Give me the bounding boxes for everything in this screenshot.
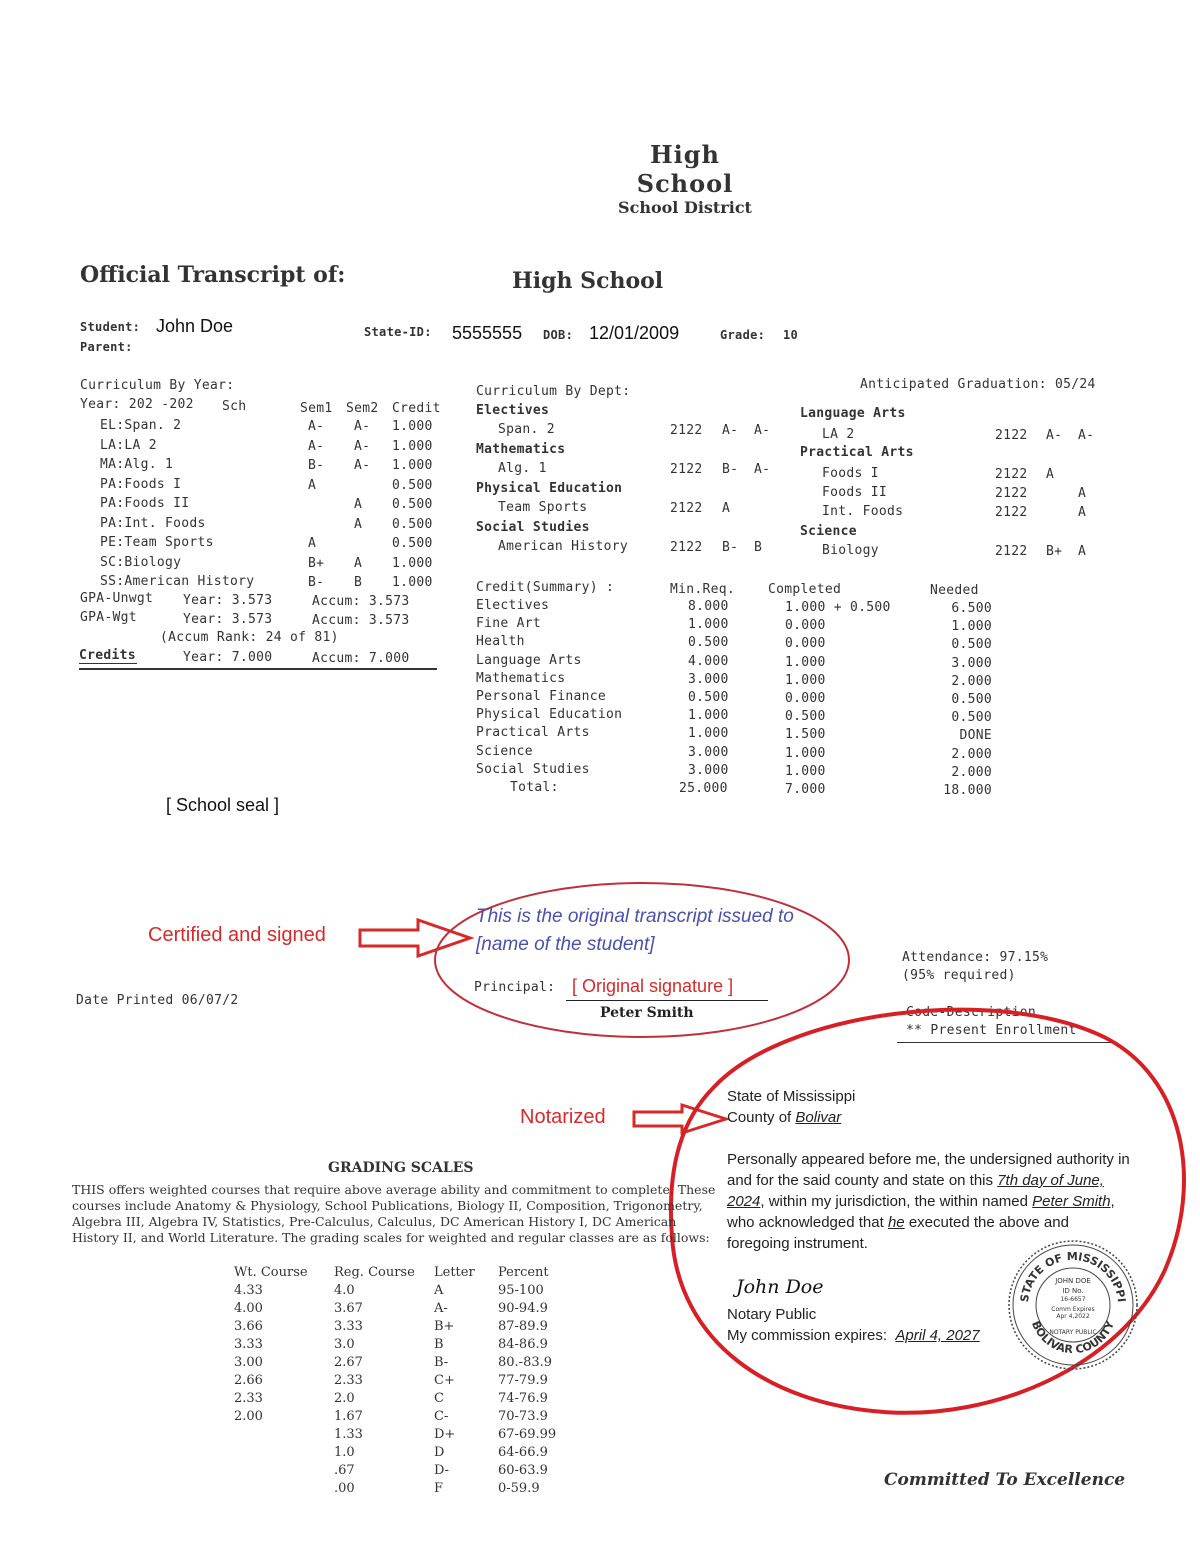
grade-value: 10 bbox=[783, 328, 799, 342]
year-row-course: LA:LA 2 bbox=[100, 437, 157, 453]
stamp-ring-top: STATE OF MISSISSIPPI bbox=[1017, 1249, 1128, 1303]
dept-heading: Physical Education bbox=[476, 481, 623, 496]
scale-letter: C bbox=[434, 1391, 444, 1406]
summary-row-name: Mathematics bbox=[476, 670, 566, 686]
grading-scales-table bbox=[234, 1264, 578, 1498]
summary-row-name: Electives bbox=[476, 598, 550, 613]
summary-row-name: Science bbox=[476, 743, 533, 759]
scale-letter: B+ bbox=[434, 1319, 455, 1334]
year-row-sem1: B- bbox=[308, 575, 325, 590]
gpa-wgt-accum: Accum: 3.573 bbox=[312, 613, 410, 628]
scale-letter: A- bbox=[434, 1301, 448, 1316]
svg-text:BOLIVAR COUNTY bbox=[1029, 1318, 1117, 1356]
grading-scale-row bbox=[234, 1462, 578, 1480]
date-printed: Date Printed 06/07/2 bbox=[76, 993, 239, 1008]
summary-row-min: 1.000 bbox=[688, 708, 729, 724]
year-row-sem2: A bbox=[354, 497, 363, 512]
dept-grade-2: A- bbox=[754, 423, 771, 438]
present-enrollment: ** Present Enrollment bbox=[906, 1023, 1077, 1038]
scale-letter: B bbox=[434, 1337, 444, 1352]
accum-rank: (Accum Rank: 24 of 81) bbox=[160, 630, 339, 645]
scale-letter: C+ bbox=[434, 1373, 455, 1388]
transcript-school: High School bbox=[512, 268, 664, 294]
summary-row-needed: 0.500 bbox=[951, 692, 992, 707]
dept-term: 2122 bbox=[995, 428, 1028, 443]
dept-term: 2122 bbox=[995, 544, 1028, 559]
year-row-sem2: A- bbox=[354, 419, 371, 434]
notary-date-1: 7th day of June, bbox=[997, 1172, 1104, 1189]
notary-text-p2: and for the said county and state on this bbox=[727, 1172, 994, 1189]
attendance-required: (95% required) bbox=[902, 968, 1016, 983]
grade-label: Grade: bbox=[720, 328, 766, 342]
grading-scales-body bbox=[234, 1282, 578, 1498]
grading-scale-row bbox=[234, 1372, 578, 1390]
gpa-unwgt-year: Year: 3.573 bbox=[183, 593, 273, 608]
summary-row-needed: 3.000 bbox=[951, 655, 992, 671]
curriculum-dept-heading: Curriculum By Dept: bbox=[476, 384, 631, 399]
year-row-sem2: A bbox=[354, 555, 363, 571]
summary-row-min: 3.000 bbox=[688, 671, 729, 687]
grading-scales-paragraph: THIS offers weighted courses that require above average ability and commitment to complete. These courses include Anatomy & Physiology, School Publications, Biology II, Composition, Trigonometry, Algebra III, Algebra IV, Statistics, Pre-Calculus, Calculus, DC American History I, DC American History II, and World Literature. The grading scales for weighted and regular classes are as follows: bbox=[72, 1182, 716, 1245]
year-row-course: SS:American History bbox=[100, 574, 255, 589]
notary-text-line-2 bbox=[727, 1170, 1177, 1191]
scale-percent: 77-79.9 bbox=[498, 1373, 548, 1388]
year-row-credit: 0.500 bbox=[392, 536, 433, 551]
summary-row-needed: 1.000 bbox=[951, 619, 992, 635]
dept-course: Team Sports bbox=[498, 500, 588, 515]
dept-grade-2: A bbox=[1078, 486, 1087, 501]
grading-scale-row bbox=[234, 1426, 578, 1444]
scale-reg-course: .00 bbox=[334, 1481, 355, 1496]
dept-grade-1: A bbox=[722, 501, 731, 516]
dept-heading: Language Arts bbox=[800, 406, 906, 421]
summary-row-min: 4.000 bbox=[688, 653, 729, 669]
state-id-label: State-ID: bbox=[364, 325, 432, 339]
summary-row-needed: 0.500 bbox=[951, 710, 992, 726]
grading-scales-header bbox=[234, 1264, 578, 1282]
notary-date-2: 2024 bbox=[727, 1193, 761, 1210]
year-row-sem2: A- bbox=[354, 438, 371, 454]
credits-underline bbox=[79, 663, 137, 664]
scale-percent: 80.-83.9 bbox=[498, 1355, 553, 1370]
scale-wt-course: 2.66 bbox=[234, 1373, 263, 1388]
year-row-course: PE:Team Sports bbox=[100, 535, 214, 550]
notary-title: Notary Public bbox=[727, 1306, 817, 1323]
year-row-course: SC:Biology bbox=[100, 554, 182, 570]
gpa-wgt-label: GPA-Wgt bbox=[80, 610, 137, 625]
certification-line-1: This is the original transcript issued to bbox=[476, 906, 794, 927]
summary-row-needed: 2.000 bbox=[951, 764, 992, 780]
scale-percent: 0-59.9 bbox=[498, 1481, 540, 1496]
gpa-wgt-year: Year: 3.573 bbox=[183, 612, 273, 627]
dept-grade-1: A- bbox=[722, 423, 739, 438]
scale-reg-course: .67 bbox=[334, 1463, 355, 1478]
anticipated-graduation: Anticipated Graduation: 05/24 bbox=[860, 377, 1096, 392]
scale-wt-course: 4.00 bbox=[234, 1301, 263, 1316]
stamp-comm-date: Apr 4,2022 bbox=[1056, 1313, 1090, 1320]
summary-row-min: 0.500 bbox=[688, 690, 729, 705]
year-row-sem2: A bbox=[354, 516, 363, 532]
col-wt-course: Wt. Course bbox=[234, 1265, 308, 1280]
notary-text-p5: executed the above and bbox=[908, 1214, 1069, 1231]
student-name: John Doe bbox=[156, 316, 234, 336]
district-name: School District bbox=[618, 198, 752, 217]
notary-text-line-3: 2024, within my jurisdiction, the within named Peter Smith, bbox=[727, 1193, 1115, 1210]
dept-grade-1: B- bbox=[722, 462, 739, 477]
scale-wt-course bbox=[234, 1444, 334, 1462]
summary-row-completed: 1.000 bbox=[785, 654, 826, 670]
year-row-credit: 1.000 bbox=[392, 555, 433, 571]
summary-row-min: 1.000 bbox=[688, 617, 729, 633]
scale-wt-course bbox=[234, 1480, 334, 1498]
col-min-req: Min.Req. bbox=[670, 582, 736, 597]
summary-row-min: 1.000 bbox=[688, 726, 729, 742]
scale-percent: 87-89.9 bbox=[498, 1319, 548, 1334]
scale-percent: 90-94.9 bbox=[498, 1301, 548, 1316]
summary-row-name: Physical Education bbox=[476, 707, 623, 723]
signature-placeholder: [ Original signature ] bbox=[572, 976, 734, 996]
dept-grade-1: B- bbox=[722, 540, 739, 555]
col-sem1: Sem1 bbox=[300, 401, 333, 416]
summary-row-completed: 0.000 bbox=[785, 691, 826, 706]
scale-wt-course: 3.00 bbox=[234, 1355, 263, 1370]
stamp-comm: Comm Expires bbox=[1051, 1306, 1095, 1313]
curriculum-year-heading: Curriculum By Year: bbox=[80, 378, 235, 393]
summary-row-name: Fine Art bbox=[476, 616, 542, 632]
summary-row-needed: 0.500 bbox=[951, 637, 992, 653]
col-letter: Letter bbox=[434, 1265, 475, 1280]
credit-summary-heading: Credit(Summary) : bbox=[476, 580, 615, 595]
dept-course: Alg. 1 bbox=[498, 461, 547, 476]
notary-block bbox=[727, 1086, 1177, 1254]
notary-text-line-5: foregoing instrument. bbox=[727, 1235, 868, 1252]
scale-letter: C- bbox=[434, 1409, 449, 1424]
summary-row-completed: 1.000 bbox=[785, 745, 826, 761]
state-id-value: 5555555 bbox=[452, 323, 523, 343]
credits-rule bbox=[79, 668, 437, 670]
dept-grade-2: B bbox=[754, 540, 763, 555]
dept-course: LA 2 bbox=[822, 427, 855, 442]
col-needed: Needed bbox=[930, 583, 979, 598]
scale-percent: 64-66.9 bbox=[498, 1445, 548, 1460]
dept-course: Foods II bbox=[822, 485, 888, 500]
scale-letter: D bbox=[434, 1445, 445, 1460]
year-row-course: PA:Foods I bbox=[100, 476, 182, 492]
summary-row-name: Social Studies bbox=[476, 761, 590, 777]
summary-row-min: 25.000 bbox=[679, 781, 728, 796]
scale-reg-course: 2.33 bbox=[334, 1373, 363, 1388]
transcript-title: Official Transcript of: bbox=[80, 262, 346, 288]
dept-heading: Electives bbox=[476, 403, 550, 418]
scale-percent: 95-100 bbox=[498, 1283, 544, 1298]
dept-grade-2: A- bbox=[754, 462, 771, 477]
school-seal-placeholder: [ School seal ] bbox=[166, 795, 280, 815]
summary-row-completed: 1.500 bbox=[785, 727, 826, 743]
year-row-credit: 0.500 bbox=[392, 477, 433, 493]
summary-row-needed: 2.000 bbox=[951, 746, 992, 762]
summary-row-min: 0.500 bbox=[688, 635, 729, 651]
summary-row-name: Total: bbox=[510, 780, 559, 795]
scale-reg-course: 3.33 bbox=[334, 1319, 363, 1334]
notary-text-line-4 bbox=[727, 1212, 1177, 1233]
notary-county-label: County of bbox=[727, 1109, 792, 1126]
scale-letter: D+ bbox=[434, 1427, 456, 1442]
col-sch: Sch bbox=[222, 399, 247, 414]
principal-label: Principal: bbox=[474, 980, 556, 995]
summary-row-name: Practical Arts bbox=[476, 725, 590, 741]
commission-label: My commission expires: bbox=[727, 1327, 888, 1344]
scale-reg-course: 2.0 bbox=[334, 1391, 355, 1406]
dept-course: Span. 2 bbox=[498, 422, 555, 437]
stamp-id-number: 16-6657 bbox=[1060, 1296, 1086, 1303]
notary-text-line-1: Personally appeared before me, the undersigned authority in bbox=[727, 1151, 1130, 1168]
grading-scale-row bbox=[234, 1282, 578, 1300]
scale-wt-course: 2.33 bbox=[234, 1391, 263, 1406]
scale-reg-course: 4.0 bbox=[334, 1283, 355, 1298]
school-header bbox=[600, 140, 770, 217]
summary-row-min: 3.000 bbox=[688, 762, 729, 778]
col-completed: Completed bbox=[768, 582, 842, 597]
attendance: Attendance: 97.15% bbox=[902, 950, 1049, 965]
principal-name: Peter Smith bbox=[600, 1005, 694, 1021]
notary-stamp bbox=[1006, 1238, 1140, 1372]
scale-percent: 60-63.9 bbox=[498, 1463, 548, 1478]
grading-scales-title: GRADING SCALES bbox=[328, 1160, 474, 1176]
year-row-sem1: A bbox=[308, 536, 317, 551]
col-sem2: Sem2 bbox=[346, 401, 379, 416]
credits-label: Credits bbox=[79, 648, 136, 663]
summary-row-needed: 18.000 bbox=[943, 783, 992, 798]
summary-row-completed: 0.000 bbox=[785, 618, 826, 634]
dept-grade-2: A- bbox=[1078, 428, 1095, 443]
stamp-name: JOHN DOE bbox=[1055, 1277, 1091, 1285]
dept-course: Foods I bbox=[822, 466, 879, 481]
summary-row-name: Personal Finance bbox=[476, 689, 607, 704]
dept-heading: Science bbox=[800, 524, 857, 539]
dept-grade-1: B+ bbox=[1046, 544, 1063, 559]
summary-row-needed: 6.500 bbox=[951, 601, 992, 616]
year-row-sem1: A bbox=[308, 477, 317, 493]
code-description: Code-Description bbox=[906, 1005, 1037, 1020]
year-row-sem2: B bbox=[354, 575, 363, 590]
student-label: Student: bbox=[80, 320, 141, 334]
notary-text-p3: , within my jurisdiction, the within named bbox=[760, 1193, 1028, 1210]
dept-heading: Social Studies bbox=[476, 520, 590, 535]
notary-named-person: Peter Smith bbox=[1032, 1193, 1111, 1210]
summary-row-completed: 7.000 bbox=[785, 782, 826, 797]
dept-grade-2: A bbox=[1078, 544, 1087, 559]
scale-reg-course: 1.33 bbox=[334, 1427, 363, 1442]
year-row-credit: 1.000 bbox=[392, 458, 433, 473]
stamp-ring-bottom: BOLIVAR COUNTY bbox=[1029, 1319, 1117, 1357]
year-row-sem1: B+ bbox=[308, 555, 325, 571]
year-row-sem2: A- bbox=[354, 458, 371, 473]
dept-term: 2122 bbox=[670, 423, 703, 438]
grading-scale-row bbox=[234, 1408, 578, 1426]
scale-wt-course bbox=[234, 1462, 334, 1480]
dept-term: 2122 bbox=[995, 467, 1028, 482]
notary-signature: John Doe bbox=[736, 1276, 824, 1298]
summary-row-needed: DONE bbox=[959, 728, 992, 744]
notary-text-p4: who acknowledged that bbox=[727, 1214, 884, 1231]
year-row-course: PA:Int. Foods bbox=[100, 515, 206, 531]
dept-term: 2122 bbox=[670, 462, 703, 477]
scale-reg-course: 3.0 bbox=[334, 1337, 355, 1352]
grading-scale-row bbox=[234, 1390, 578, 1408]
school-motto: Committed To Excellence bbox=[884, 1470, 1126, 1490]
year-row-credit: 1.000 bbox=[392, 575, 433, 590]
credits-year: Year: 7.000 bbox=[183, 650, 273, 665]
gpa-unwgt-label: GPA-Unwgt bbox=[80, 591, 154, 606]
summary-row-min: 8.000 bbox=[688, 599, 729, 614]
year-row-course: MA:Alg. 1 bbox=[100, 457, 174, 472]
scale-percent: 67-69.99 bbox=[498, 1427, 557, 1442]
summary-row-min: 3.000 bbox=[688, 744, 729, 760]
year-row-credit: 0.500 bbox=[392, 497, 433, 512]
scale-reg-course: 1.67 bbox=[334, 1409, 363, 1424]
summary-row-completed: 1.000 + 0.500 bbox=[785, 600, 891, 615]
certified-callout: Certified and signed bbox=[148, 924, 326, 946]
year-row-sem1: A- bbox=[308, 438, 325, 454]
dept-course: American History bbox=[498, 539, 629, 554]
dept-course: Int. Foods bbox=[822, 504, 904, 519]
grading-scale-row bbox=[234, 1336, 578, 1354]
scale-letter: A bbox=[434, 1283, 444, 1298]
scale-reg-course: 2.67 bbox=[334, 1355, 363, 1370]
certification-line-2: [name of the student] bbox=[476, 934, 655, 955]
year-row-course: EL:Span. 2 bbox=[100, 418, 182, 433]
dept-course: Biology bbox=[822, 543, 879, 558]
scale-letter: B- bbox=[434, 1355, 449, 1370]
scale-wt-course: 3.33 bbox=[234, 1337, 263, 1352]
commission-date: April 4, 2027 bbox=[895, 1327, 980, 1344]
dept-term: 2122 bbox=[670, 540, 703, 555]
scale-reg-course: 3.67 bbox=[334, 1301, 363, 1316]
stamp-id: ID No. bbox=[1062, 1287, 1084, 1295]
dept-heading: Practical Arts bbox=[800, 445, 914, 460]
grading-scale-row bbox=[234, 1318, 578, 1336]
scale-letter: F bbox=[434, 1481, 444, 1496]
dept-term: 2122 bbox=[995, 486, 1028, 501]
parent-label: Parent: bbox=[80, 340, 133, 354]
scale-percent: 70-73.9 bbox=[498, 1409, 548, 1424]
grading-scale-row bbox=[234, 1300, 578, 1318]
scale-percent: 84-86.9 bbox=[498, 1337, 548, 1352]
dept-grade-2: A bbox=[1078, 505, 1087, 520]
year-row-course: PA:Foods II bbox=[100, 496, 190, 511]
credits-accum: Accum: 7.000 bbox=[312, 651, 410, 666]
notarized-callout: Notarized bbox=[520, 1106, 606, 1128]
dept-heading: Mathematics bbox=[476, 442, 566, 457]
notary-state: State of Mississippi bbox=[727, 1088, 856, 1105]
notary-county-line bbox=[727, 1107, 1177, 1128]
grading-scale-row bbox=[234, 1354, 578, 1372]
year-row-credit: 0.500 bbox=[392, 516, 433, 532]
summary-row-completed: 0.000 bbox=[785, 636, 826, 652]
summary-row-completed: 1.000 bbox=[785, 763, 826, 779]
summary-row-completed: 0.500 bbox=[785, 709, 826, 725]
dept-grade-1: A- bbox=[1046, 428, 1063, 443]
summary-row-needed: 2.000 bbox=[951, 673, 992, 689]
dob-value: 12/01/2009 bbox=[589, 323, 680, 343]
school-name: High School bbox=[636, 140, 734, 198]
grading-scale-row bbox=[234, 1444, 578, 1462]
dept-grade-1: A bbox=[1046, 467, 1055, 482]
scale-letter: D- bbox=[434, 1463, 450, 1478]
col-percent: Percent bbox=[498, 1265, 549, 1280]
year-row-credit: 1.000 bbox=[392, 438, 433, 454]
year-row-sem1: A- bbox=[308, 419, 325, 434]
gpa-unwgt-accum: Accum: 3.573 bbox=[312, 594, 410, 609]
dob-label: DOB: bbox=[543, 328, 574, 342]
scale-wt-course: 3.66 bbox=[234, 1319, 263, 1334]
scale-percent: 74-76.9 bbox=[498, 1391, 548, 1406]
dept-term: 2122 bbox=[670, 501, 703, 516]
scale-wt-course bbox=[234, 1426, 334, 1444]
year-row-sem1: B- bbox=[308, 458, 325, 473]
year-row-credit: 1.000 bbox=[392, 419, 433, 434]
curriculum-year-label: Year: 202 -202 bbox=[80, 397, 194, 412]
summary-row-completed: 1.000 bbox=[785, 672, 826, 688]
col-credit: Credit bbox=[392, 401, 441, 416]
notary-commission bbox=[727, 1327, 980, 1344]
col-reg-course: Reg. Course bbox=[334, 1265, 415, 1280]
notary-pronoun: he bbox=[887, 1214, 905, 1231]
summary-row-name: Language Arts bbox=[476, 652, 582, 668]
notary-county: Bolivar bbox=[795, 1109, 842, 1126]
scale-wt-course: 2.00 bbox=[234, 1409, 263, 1424]
dept-term: 2122 bbox=[995, 505, 1028, 520]
scale-reg-course: 1.0 bbox=[334, 1445, 355, 1460]
scale-wt-course: 4.33 bbox=[234, 1283, 263, 1298]
summary-row-name: Health bbox=[476, 634, 525, 650]
grading-scale-row bbox=[234, 1480, 578, 1498]
stamp-notary-public: NOTARY PUBLIC bbox=[1049, 1329, 1097, 1336]
